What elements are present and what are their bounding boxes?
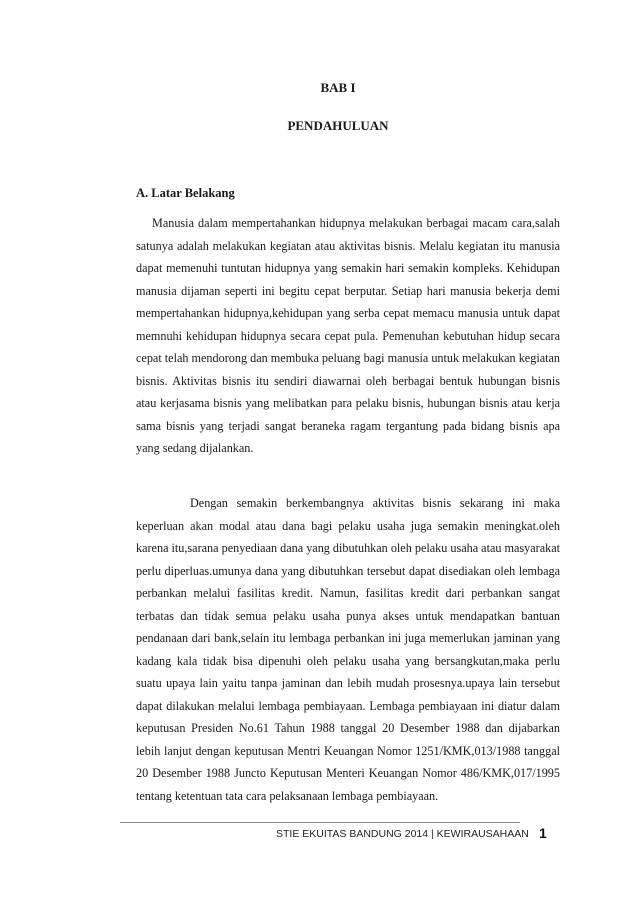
section-heading: A. Latar Belakang (136, 186, 235, 200)
footer-divider (120, 822, 520, 823)
paragraph: Dengan semakin berkembangnya aktivitas bisnis sekarang ini maka keperluan akan modal atau dana bagi pelaku usaha juga semakin meningkat.oleh karena itu,sarana penyediaan dana yang dibutuhkan oleh pelaku usaha atau masyarakat perlu diperluas.umunya dana yang dibutuhkan tersebut dapat disediakan oleh lembaga perbankan melalui fasilitas kredit. Namun, fasilitas kredit dari perbankan sangat terbatas dan tidak semua pelaku usaha punya akses untuk mendapatkan bantuan pendanaan dari bank,selain itu lembaga perbankan ini juga memerlukan jaminan yang kadang kala tidak bisa dipenuhi oleh pelaku usaha yang bersangkutan,maka perlu suatu upaya lain yaitu tanpa jaminan dan lebih mudah prosesnya.upaya lain tersebut dapat dilakukan melalui lembaga pembiayaan. Lembaga pembiayaan ini diatur dalam keputusan Presiden No.61 Tahun 1988 tanggal 20 Desember 1988 dan dijabarkan lebih lanjut dengan keputusan Mentri Keuangan Nomor 1251/KMK,013/1988 tanggal 20 Desember 1988 Juncto Keputusan Menteri Keuangan Nomor 486/KMK,017/1995 tentang ketentuan tata cara pelaksanaan lembaga pembiayaan. (136, 496, 561, 803)
chapter-title: PENDAHULUAN (287, 118, 389, 133)
chapter-number: BAB I (320, 80, 356, 95)
paragraph: Manusia dalam mempertahankan hidupnya melakukan berbagai macam cara,salah satunya adalah melakukan kegiatan atau aktivitas bisnis. Melalu kegiatan itu manusia dapat memenuhi tuntutan hidupnya yang semakin hari semakin kompleks. Kehidupan manusia dijaman seperti ini begitu cepat berputar. Setiap hari manusia bekerja demi mempertahankan hidupnya,kehidupan yang serba cepat memacu manusia untuk dapat memnuhi kehidupan hidupnya secara cepat pula. Pemenuhan kebutuhan hidup secara cepat telah mendorong dan membuka peluang bagi manusia untuk melakukan kegiatan bisnis. Aktivitas bisnis itu sendiri diawarnai oleh berbagai bentuk hubungan bisnis atau kerjasama bisnis yang melibatkan para pelaku bisnis, hubungan bisnis atau kerja sama bisnis yang terjadi sangat beraneka ragam tergantung pada bidang bisnis apa yang sedang dijalankan. (136, 216, 560, 455)
page-number: 1 (539, 825, 547, 841)
footer-text: STIE EKUITAS BANDUNG 2014 | KEWIRAUSAHAAN (276, 828, 529, 840)
